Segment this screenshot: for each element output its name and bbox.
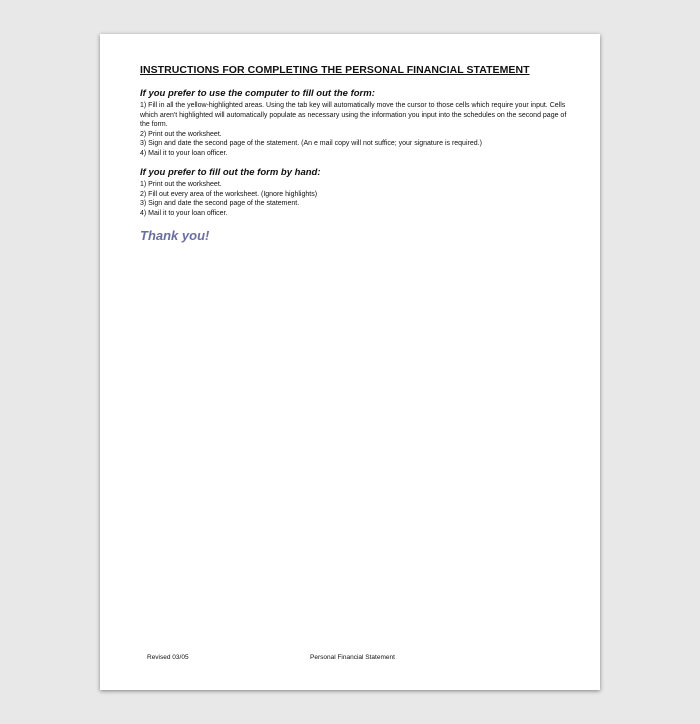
thank-you-text: Thank you! [140, 228, 210, 243]
hand-steps-list [140, 180, 570, 218]
computer-instructions-heading: If you prefer to use the computer to fill out the form: [140, 88, 375, 99]
document-content [140, 64, 570, 243]
hand-instructions-section [140, 167, 570, 218]
hand-step-1: 1) Print out the worksheet. [140, 181, 222, 188]
document-title: INSTRUCTIONS FOR COMPLETING THE PERSONAL FINANCIAL STATEMENT [140, 64, 530, 76]
computer-step-3: 3) Sign and date the second page of the statement. (An e mail copy will not suffice; your signature is required.) [140, 140, 482, 147]
hand-step-3: 3) Sign and date the second page of the statement. [140, 200, 300, 207]
footer-document-name: Personal Financial Statement [310, 654, 395, 661]
footer-revised-date: Revised 03/05 [147, 654, 189, 661]
computer-step-1: 1) Fill in all the yellow-highlighted areas. Using the tab key will automatically move the cursor to those cells which require your input. Cells which aren't highlighted will automatically populate as necessary using the information you input into the schedules on the second page of the form. [140, 102, 567, 128]
hand-step-2: 2) Fill out every area of the worksheet. (Ignore highlights) [140, 190, 318, 198]
hand-instructions-heading: If you prefer to fill out the form by hand: [140, 167, 321, 178]
computer-step-4: 4) Mail it to your loan officer. [140, 149, 228, 157]
document-page [100, 34, 600, 690]
hand-step-4: 4) Mail it to your loan officer. [140, 209, 228, 217]
computer-steps-list [140, 101, 570, 158]
computer-step-2: 2) Print out the worksheet. [140, 130, 222, 138]
computer-instructions-section [140, 88, 570, 158]
